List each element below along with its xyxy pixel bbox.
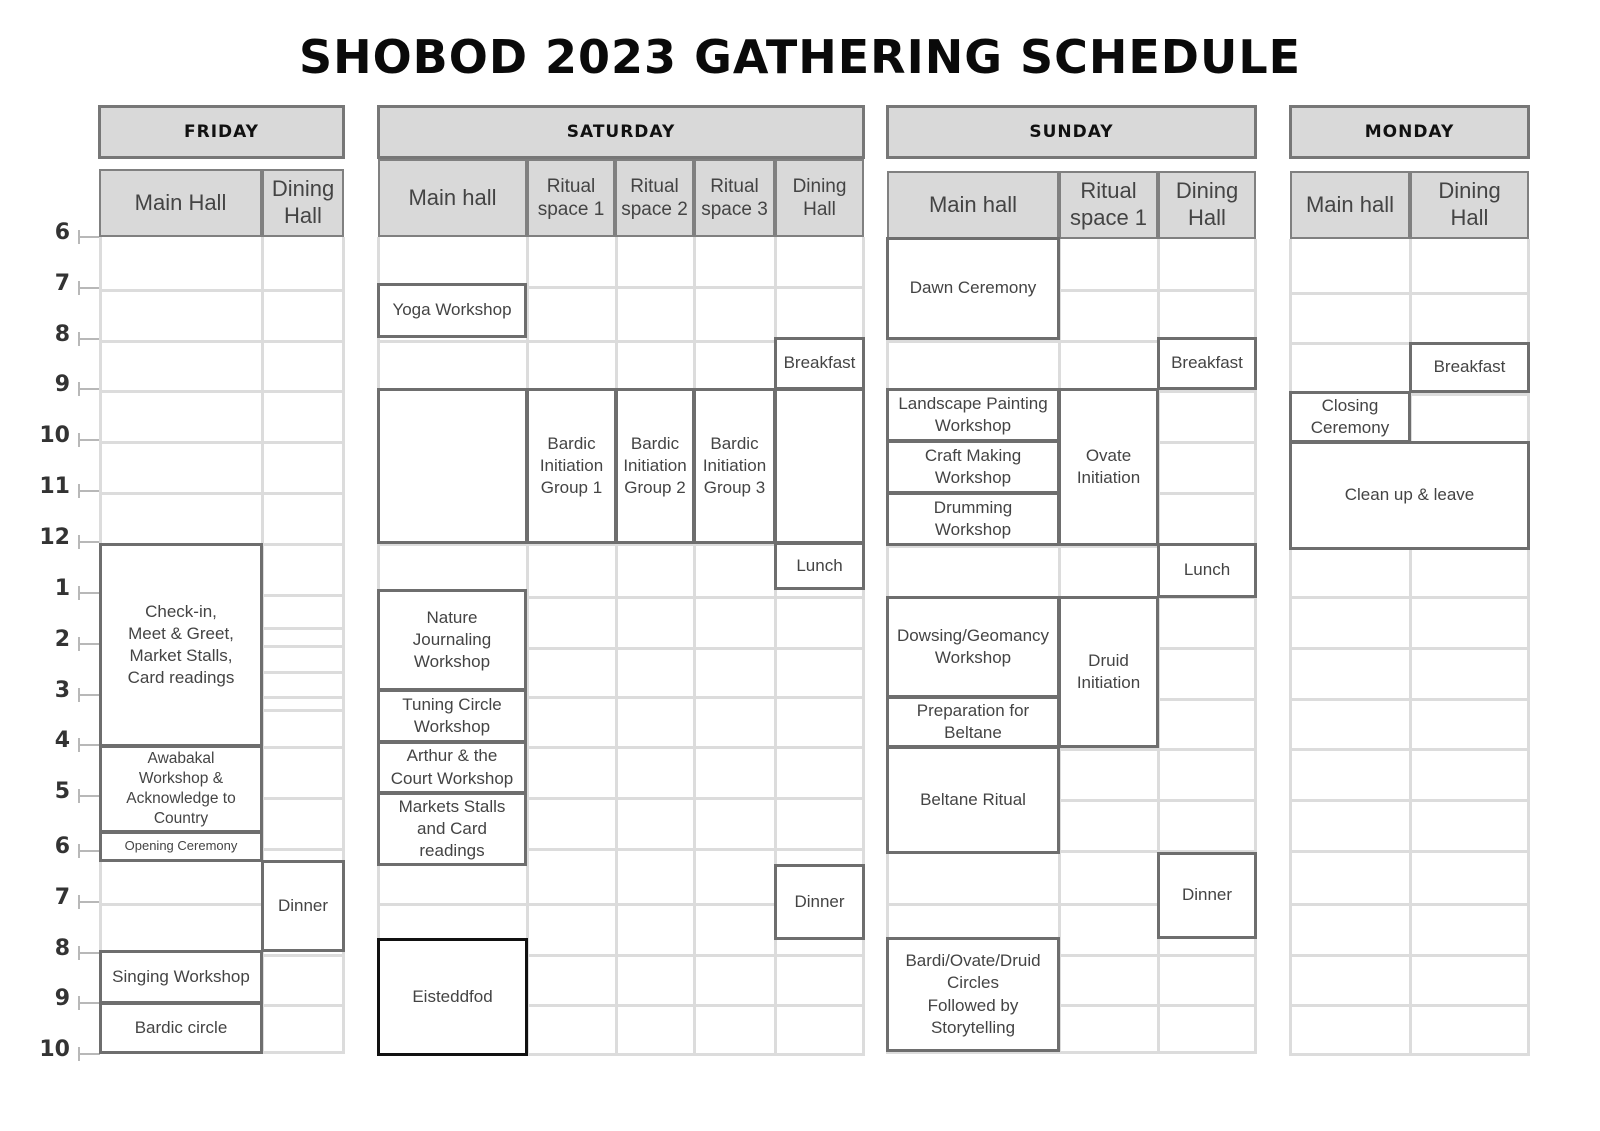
grid-line-horizontal bbox=[262, 671, 344, 674]
event-friday-awabakal: Awabakal Workshop & Acknowledge to Country bbox=[99, 745, 263, 833]
event-friday-opening-ceremony: Opening Ceremony bbox=[99, 831, 263, 862]
event-sunday-dowsing-geomancy: Dowsing/Geomancy Workshop bbox=[886, 596, 1060, 698]
hour-tick bbox=[78, 901, 100, 903]
event-monday-closing-ceremony: Closing Ceremony bbox=[1289, 391, 1411, 443]
day-header-saturday: SATURDAY bbox=[377, 105, 865, 159]
event-sunday-craft-making: Craft Making Workshop bbox=[886, 440, 1060, 494]
grid-line-horizontal bbox=[99, 441, 345, 444]
hour-tick bbox=[78, 694, 100, 696]
hour-tick bbox=[78, 952, 100, 954]
grid-line-horizontal bbox=[99, 340, 345, 343]
grid-line-horizontal bbox=[1289, 748, 1530, 751]
event-saturday-block-main-hall bbox=[377, 388, 528, 544]
hour-label: 6 bbox=[54, 220, 70, 245]
hour-label: 6 bbox=[54, 834, 70, 859]
hour-tick-mark bbox=[78, 433, 80, 447]
grid-line-horizontal bbox=[262, 709, 344, 712]
hour-tick-mark bbox=[78, 484, 80, 498]
event-saturday-bardic-group-2: Bardic Initiation Group 2 bbox=[615, 388, 695, 544]
event-friday-singing-workshop: Singing Workshop bbox=[99, 950, 263, 1004]
event-monday-breakfast: Breakfast bbox=[1409, 342, 1530, 393]
hour-label: 10 bbox=[39, 1037, 70, 1062]
event-sunday-lunch: Lunch bbox=[1157, 543, 1257, 598]
hour-label: 8 bbox=[54, 322, 70, 347]
event-sunday-dinner: Dinner bbox=[1157, 852, 1257, 939]
hour-tick bbox=[78, 1053, 100, 1055]
event-saturday-arthur-court: Arthur & the Court Workshop bbox=[377, 741, 527, 794]
page-title: SHOBOD 2023 GATHERING SCHEDULE bbox=[298, 30, 1302, 84]
column-header-saturday-ritual-space-2: Ritual space 2 bbox=[615, 159, 694, 237]
grid-line-horizontal bbox=[1289, 596, 1530, 599]
hour-label: 1 bbox=[54, 576, 70, 601]
column-header-saturday-main-hall: Main hall bbox=[378, 159, 527, 237]
day-header-sunday: SUNDAY bbox=[886, 105, 1257, 159]
hour-label: 4 bbox=[54, 728, 70, 753]
hour-label: 3 bbox=[54, 678, 70, 703]
hour-tick-mark bbox=[78, 535, 80, 549]
hour-label: 8 bbox=[54, 936, 70, 961]
hour-label: 5 bbox=[54, 779, 70, 804]
hour-axis bbox=[0, 0, 100, 1131]
event-saturday-block-dining-hall bbox=[774, 388, 865, 544]
event-saturday-lunch: Lunch bbox=[774, 542, 865, 590]
hour-tick bbox=[78, 795, 100, 797]
grid-line-horizontal bbox=[99, 492, 345, 495]
event-sunday-breakfast: Breakfast bbox=[1157, 337, 1257, 390]
grid-line-horizontal bbox=[1289, 903, 1530, 906]
hour-tick-mark bbox=[78, 382, 80, 396]
hour-tick bbox=[78, 850, 100, 852]
column-header-sunday-ritual-space-1: Ritual space 1 bbox=[1059, 171, 1158, 239]
event-sunday-ovate-initiation: Ovate Initiation bbox=[1058, 388, 1159, 546]
grid-line-horizontal bbox=[1289, 292, 1530, 295]
column-header-saturday-ritual-space-3: Ritual space 3 bbox=[694, 159, 775, 237]
grid-line-horizontal bbox=[99, 289, 345, 292]
hour-tick-mark bbox=[78, 332, 80, 346]
hour-label: 7 bbox=[54, 885, 70, 910]
hour-tick bbox=[78, 439, 100, 441]
hour-label: 9 bbox=[54, 986, 70, 1011]
event-saturday-dinner: Dinner bbox=[774, 864, 865, 940]
hour-label: 9 bbox=[54, 372, 70, 397]
column-header-saturday-ritual-space-1: Ritual space 1 bbox=[527, 159, 615, 237]
hour-tick-mark bbox=[78, 688, 80, 702]
event-saturday-eisteddfod: Eisteddfod bbox=[377, 938, 528, 1056]
grid-line-horizontal bbox=[1289, 954, 1530, 957]
day-header-friday: FRIDAY bbox=[98, 105, 345, 159]
grid-line-horizontal bbox=[99, 390, 345, 393]
event-saturday-tuning-circle: Tuning Circle Workshop bbox=[377, 689, 527, 743]
day-header-monday: MONDAY bbox=[1289, 105, 1530, 159]
event-sunday-preparation-beltane: Preparation for Beltane bbox=[886, 696, 1060, 748]
event-sunday-circles-storytelling: Bardi/Ovate/Druid Circles Followed by Storytelling bbox=[886, 937, 1060, 1052]
hour-tick-mark bbox=[78, 586, 80, 600]
column-header-saturday-dining-hall: Dining Hall bbox=[775, 159, 864, 237]
column-header-friday-main-hall: Main Hall bbox=[99, 169, 262, 237]
hour-label: 2 bbox=[54, 627, 70, 652]
hour-tick-mark bbox=[78, 281, 80, 295]
hour-tick-mark bbox=[78, 895, 80, 909]
grid-line-horizontal bbox=[1289, 850, 1530, 853]
event-sunday-drumming: Drumming Workshop bbox=[886, 492, 1060, 546]
hour-tick bbox=[78, 592, 100, 594]
event-saturday-breakfast: Breakfast bbox=[774, 337, 865, 390]
event-friday-bardic-circle: Bardic circle bbox=[99, 1002, 263, 1054]
grid-line-horizontal bbox=[262, 627, 344, 630]
hour-tick bbox=[78, 643, 100, 645]
hour-label: 7 bbox=[54, 271, 70, 296]
hour-tick-mark bbox=[78, 946, 80, 960]
event-friday-checkin: Check-in, Meet & Greet, Market Stalls, Card readings bbox=[99, 543, 263, 747]
hour-tick bbox=[78, 541, 100, 543]
column-header-monday-main-hall: Main hall bbox=[1290, 171, 1410, 239]
event-monday-clean-up: Clean up & leave bbox=[1289, 441, 1530, 550]
hour-tick-mark bbox=[78, 738, 80, 752]
hour-tick bbox=[78, 338, 100, 340]
event-saturday-nature-journaling: Nature Journaling Workshop bbox=[377, 589, 527, 691]
hour-label: 12 bbox=[39, 525, 70, 550]
hour-tick bbox=[78, 236, 100, 238]
hour-tick-mark bbox=[78, 996, 80, 1010]
grid-line-bottom bbox=[1289, 1053, 1530, 1056]
hour-tick bbox=[78, 287, 100, 289]
grid-line-horizontal bbox=[1289, 799, 1530, 802]
grid-line-horizontal bbox=[1289, 698, 1530, 701]
grid-line-horizontal bbox=[1289, 1004, 1530, 1007]
hour-tick-mark bbox=[78, 789, 80, 803]
event-saturday-bardic-group-1: Bardic Initiation Group 1 bbox=[526, 388, 617, 544]
column-header-sunday-dining-hall: Dining Hall bbox=[1158, 171, 1256, 239]
hour-tick-mark bbox=[78, 1047, 80, 1061]
hour-label: 11 bbox=[39, 474, 70, 499]
event-saturday-markets-stalls: Markets Stalls and Card readings bbox=[377, 792, 527, 866]
event-friday-dinner: Dinner bbox=[261, 860, 345, 952]
event-sunday-dawn-ceremony: Dawn Ceremony bbox=[886, 237, 1060, 340]
hour-tick bbox=[78, 490, 100, 492]
hour-tick bbox=[78, 388, 100, 390]
event-saturday-bardic-group-3: Bardic Initiation Group 3 bbox=[693, 388, 776, 544]
hour-tick-mark bbox=[78, 230, 80, 244]
hour-tick-mark bbox=[78, 844, 80, 858]
column-header-sunday-main-hall: Main hall bbox=[887, 171, 1059, 239]
column-header-friday-dining-hall: Dining Hall bbox=[262, 169, 344, 237]
event-sunday-druid-initiation: Druid Initiation bbox=[1058, 596, 1159, 748]
grid-line-horizontal bbox=[1289, 647, 1530, 650]
hour-tick bbox=[78, 744, 100, 746]
hour-label: 10 bbox=[39, 423, 70, 448]
column-header-monday-dining-hall: Dining Hall bbox=[1410, 171, 1529, 239]
event-sunday-beltane-ritual: Beltane Ritual bbox=[886, 746, 1060, 854]
hour-tick bbox=[78, 1002, 100, 1004]
hour-tick-mark bbox=[78, 637, 80, 651]
event-saturday-yoga: Yoga Workshop bbox=[377, 283, 527, 338]
event-sunday-landscape-painting: Landscape Painting Workshop bbox=[886, 388, 1060, 442]
